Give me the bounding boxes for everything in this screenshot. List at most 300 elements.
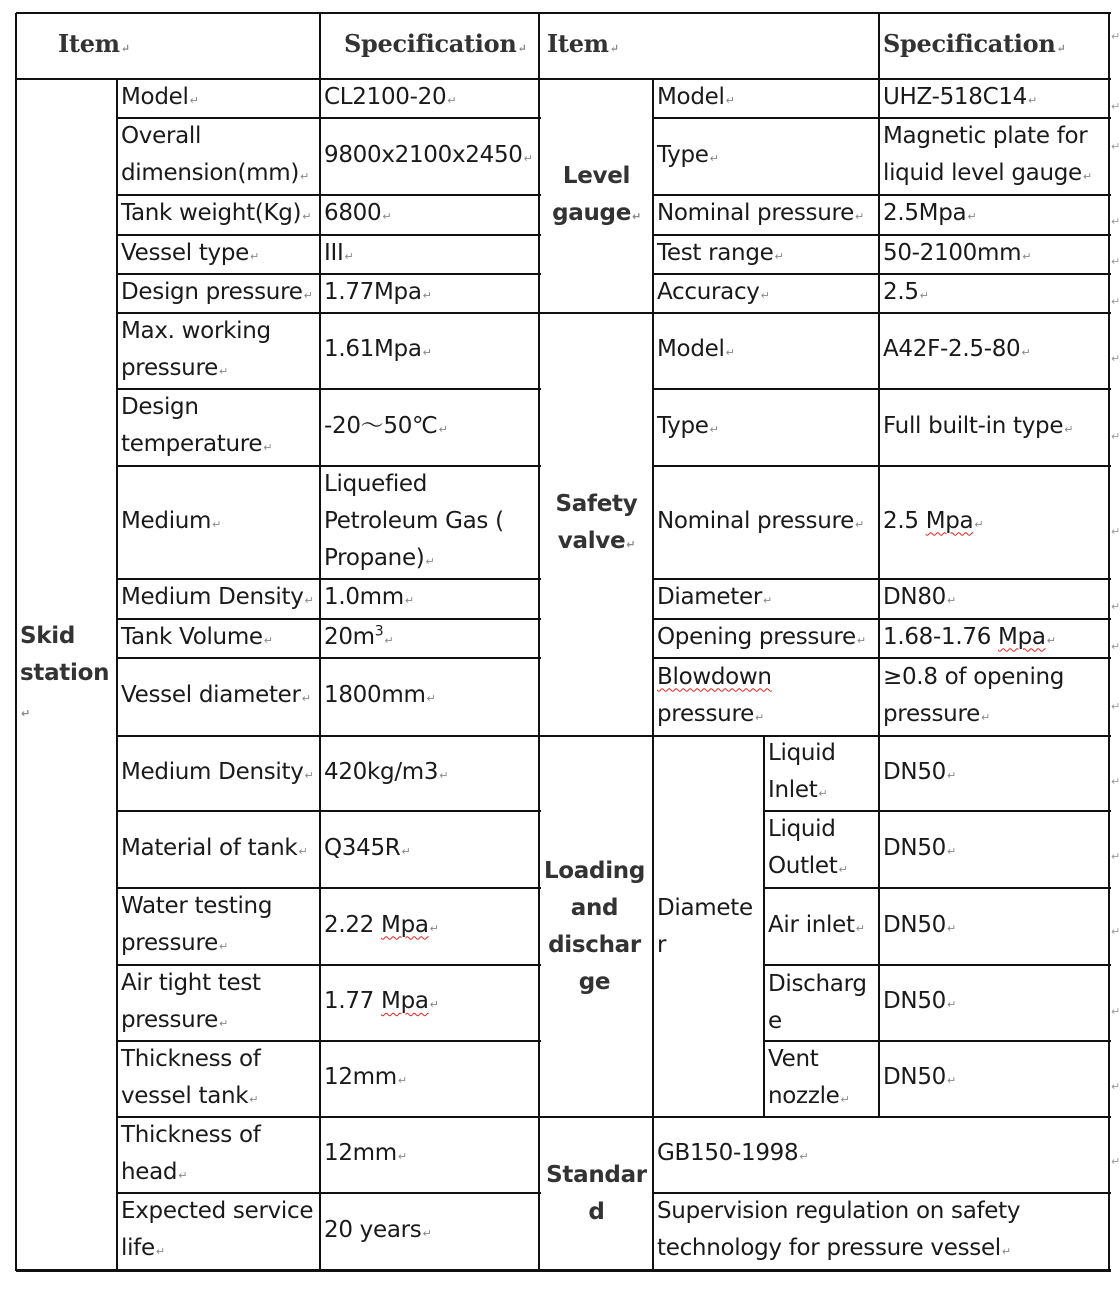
row-label <box>119 1042 319 1116</box>
paragraph-mark-icon: ↵ <box>1001 1245 1011 1258</box>
value-superscript: 3 <box>374 622 384 639</box>
paragraph-mark-icon: ↵ <box>725 346 735 359</box>
row-value-text: GB150-1998 <box>657 1140 799 1166</box>
cell-content <box>324 195 536 235</box>
row-label <box>119 119 319 194</box>
cell-content <box>121 965 317 1042</box>
header-item-right <box>541 14 878 78</box>
row-value-text: DN50 <box>883 1064 946 1090</box>
paragraph-mark-icon: ↵ <box>855 921 865 935</box>
row-label <box>655 390 878 465</box>
grid-line <box>15 13 17 1271</box>
row-value <box>322 275 538 312</box>
cell-content <box>121 677 317 717</box>
row-value-text: -20～50℃ <box>324 412 438 439</box>
paragraph-mark-icon: ↵ <box>609 42 619 55</box>
cell-content <box>883 830 1106 870</box>
group-label: Loading and discharge <box>543 857 646 995</box>
cell-content <box>121 754 317 794</box>
row-value <box>322 236 538 273</box>
grid-line <box>539 735 1111 737</box>
grid-line <box>652 79 654 1271</box>
cell-content <box>324 830 536 870</box>
group-standard <box>541 1118 652 1269</box>
paragraph-mark-icon: ↵ <box>302 210 312 223</box>
paragraph-mark-icon: ↵ <box>300 170 309 183</box>
row-value <box>322 1194 538 1269</box>
paragraph-mark-icon: ↵ <box>946 594 956 607</box>
cell-content <box>657 408 876 448</box>
cell-content <box>657 137 876 177</box>
row-label <box>119 390 319 465</box>
row-label-text: Air inlet <box>768 911 855 938</box>
grid-line <box>117 1116 541 1118</box>
paragraph-mark-icon: ↵ <box>301 692 311 705</box>
row-label-text: Design temperature <box>121 394 263 457</box>
header-label: Item <box>547 29 609 58</box>
value-unit: Mpa <box>381 911 429 938</box>
row-value <box>322 966 538 1040</box>
row-value <box>322 196 538 234</box>
cell-content <box>657 1193 1106 1270</box>
row-label-text: Medium Density <box>121 584 304 610</box>
grid-line <box>539 312 1111 314</box>
grid-line <box>117 388 541 390</box>
cell-content <box>657 579 876 619</box>
group-safety-valve <box>541 314 652 735</box>
cell-content <box>883 331 1106 371</box>
row-value-text: 12mm <box>324 1140 397 1166</box>
paragraph-mark-icon: ↵ <box>303 288 313 302</box>
grid-line <box>16 12 1111 14</box>
row-value-text: 1800mm <box>324 682 426 708</box>
paragraph-mark-icon: ↵ <box>1056 42 1066 55</box>
row-label <box>766 812 878 887</box>
grid-line <box>117 657 541 659</box>
row-label <box>119 966 319 1040</box>
paragraph-mark-icon: ↵ <box>401 844 411 858</box>
group-level-gauge <box>541 80 652 312</box>
group-label: Standard <box>546 1161 647 1225</box>
cell-content <box>121 118 317 195</box>
row-label-text: Opening pressure <box>657 623 856 650</box>
grid-line <box>117 887 541 889</box>
row-value <box>881 659 1108 735</box>
row-end-mark-icon: ↵ <box>1111 640 1120 653</box>
row-value-text: 50-2100mm <box>883 239 1022 266</box>
row-label <box>655 80 878 117</box>
paragraph-mark-icon: ↵ <box>946 1074 956 1087</box>
value-number: 2.5 <box>883 507 926 534</box>
row-end-mark-icon: ↵ <box>1111 700 1120 713</box>
cell-content <box>543 486 650 563</box>
paragraph-mark-icon: ↵ <box>754 710 764 724</box>
cell-content <box>121 313 317 390</box>
grid-line <box>653 657 1111 659</box>
label-rest: pressure <box>657 700 754 727</box>
grid-line <box>116 79 118 1271</box>
cell-content <box>121 274 317 314</box>
grid-line <box>117 234 541 236</box>
row-label-text: Vent nozzle <box>768 1045 840 1109</box>
paragraph-mark-icon: ↵ <box>429 998 439 1011</box>
row-end-mark-icon: ↵ <box>1111 1080 1120 1093</box>
paragraph-mark-icon: ↵ <box>178 1168 188 1182</box>
row-label <box>655 236 878 273</box>
row-value-text: 6800 <box>324 200 382 226</box>
row-label <box>766 1042 878 1116</box>
grid-line <box>653 388 1111 390</box>
row-label <box>766 737 878 810</box>
grid-line <box>764 810 1111 812</box>
row-label-text: Thickness of vessel tank <box>121 1045 261 1109</box>
row-label <box>119 812 319 887</box>
cell-content <box>657 274 876 314</box>
grid-line <box>16 1269 1111 1272</box>
row-value <box>881 119 1108 194</box>
paragraph-mark-icon: ↵ <box>974 517 984 531</box>
cell-content <box>883 983 1106 1023</box>
group-label: Level gauge <box>552 162 631 226</box>
row-value-text: A42F-2.5-80 <box>883 336 1021 362</box>
grid-line <box>653 465 1111 467</box>
paragraph-mark-icon: ↵ <box>382 210 392 223</box>
paragraph-mark-icon: ↵ <box>422 346 432 359</box>
row-value <box>322 889 538 964</box>
header-item-left <box>18 14 319 78</box>
cell-content <box>883 619 1106 659</box>
row-value <box>881 812 1108 887</box>
row-value-text: 420kg/m3 <box>324 758 439 785</box>
paragraph-mark-icon: ↵ <box>344 249 354 263</box>
row-end-mark-icon: ↵ <box>1111 30 1120 43</box>
row-label-text: Test range <box>657 239 774 266</box>
grid-line <box>117 1040 541 1042</box>
grid-line <box>539 1116 1111 1118</box>
row-label <box>655 467 878 578</box>
row-value-text: 1.0mm <box>324 584 404 610</box>
row-value <box>881 275 1108 312</box>
grid-line <box>319 13 321 1271</box>
row-label <box>655 275 878 312</box>
row-value-text: 12mm <box>324 1064 397 1090</box>
grid-line <box>117 117 541 119</box>
row-value <box>881 580 1108 618</box>
row-value-text: 1.61Mpa <box>324 336 422 362</box>
row-value-text: 9800x2100x2450 <box>324 141 523 168</box>
cell-content <box>657 331 876 371</box>
row-value <box>881 314 1108 388</box>
grid-line <box>764 964 1111 966</box>
row-end-mark-icon: ↵ <box>1111 925 1120 938</box>
cell-content <box>324 983 536 1023</box>
row-end-mark-icon: ↵ <box>1111 140 1120 153</box>
paragraph-mark-icon: ↵ <box>919 288 929 302</box>
grid-line <box>538 13 540 1271</box>
row-value <box>881 737 1108 810</box>
cell-content <box>121 195 317 235</box>
grid-line <box>763 736 765 1118</box>
paragraph-mark-icon: ↵ <box>155 1245 165 1258</box>
header-label: Specification <box>344 29 517 58</box>
row-label <box>655 580 878 618</box>
paragraph-mark-icon: ↵ <box>855 517 864 531</box>
row-value-text: 2.5Mpa <box>883 200 967 226</box>
cell-content <box>768 1041 876 1118</box>
row-label-text: Accuracy <box>657 278 760 305</box>
paragraph-mark-icon: ↵ <box>439 768 449 782</box>
row-value <box>881 236 1108 273</box>
row-end-mark-icon: ↵ <box>1111 600 1120 613</box>
row-label <box>766 966 878 1040</box>
cell-content <box>324 408 536 448</box>
row-label-text: Model <box>657 83 725 110</box>
cell-content <box>324 619 536 659</box>
paragraph-mark-icon: ↵ <box>397 1150 407 1163</box>
cell-content <box>121 235 317 275</box>
row-end-mark-icon: ↵ <box>1111 255 1120 268</box>
cell-content <box>121 79 317 119</box>
value-number: 1.77 <box>324 988 382 1014</box>
paragraph-mark-icon: ↵ <box>426 692 436 705</box>
cell-content <box>324 677 536 717</box>
row-value <box>881 196 1108 234</box>
cell-content <box>883 503 1106 543</box>
paragraph-mark-icon: ↵ <box>818 787 828 800</box>
grid-line <box>653 117 1111 119</box>
row-value <box>322 659 538 735</box>
grid-line <box>764 887 1111 889</box>
paragraph-mark-icon: ↵ <box>250 249 259 263</box>
cell-content <box>657 79 876 119</box>
row-value-text: 1.77Mpa <box>324 278 422 305</box>
header-label: Item <box>58 29 120 58</box>
sub-group-label: Diameter <box>657 894 753 958</box>
row-value <box>322 1042 538 1116</box>
cell-content <box>768 907 876 947</box>
row-label <box>119 1194 319 1269</box>
cell-content <box>657 503 876 543</box>
paragraph-mark-icon: ↵ <box>760 288 770 302</box>
grid-line <box>653 273 1111 275</box>
paragraph-mark-icon: ↵ <box>856 633 866 647</box>
row-label <box>119 275 319 312</box>
paragraph-mark-icon: ↵ <box>1022 249 1032 263</box>
row-end-mark-icon: ↵ <box>1111 1005 1120 1018</box>
cell-content <box>324 274 536 314</box>
paragraph-mark-icon: ↵ <box>304 594 314 607</box>
row-value-text: Liquefied Petroleum Gas ( Propane) <box>324 470 504 571</box>
paragraph-mark-icon: ↵ <box>1021 346 1031 359</box>
cell-content <box>121 1193 317 1270</box>
paragraph-mark-icon: ↵ <box>21 706 30 720</box>
row-end-mark-icon: ↵ <box>1111 1155 1120 1168</box>
row-label <box>119 620 319 657</box>
row-label-text: Nominal pressure <box>657 507 854 534</box>
row-end-mark-icon: ↵ <box>1111 352 1120 365</box>
cell-content <box>768 966 876 1040</box>
header-label: Specification <box>883 29 1056 58</box>
cell-content <box>657 195 876 235</box>
row-value-text: 20m <box>324 623 375 650</box>
cell-content <box>657 235 876 275</box>
paragraph-mark-icon: ↵ <box>799 1150 809 1163</box>
paragraph-mark-icon: ↵ <box>946 998 956 1011</box>
paragraph-mark-icon: ↵ <box>218 364 228 378</box>
paragraph-mark-icon: ↵ <box>422 1226 432 1240</box>
paragraph-mark-icon: ↵ <box>517 42 527 55</box>
row-value <box>655 1194 1108 1269</box>
row-label-text: Water testing pressure <box>121 893 273 956</box>
value-unit: Mpa <box>998 623 1046 650</box>
row-value-text: 2.5 <box>883 278 919 305</box>
row-label <box>655 659 878 735</box>
row-value <box>322 467 538 578</box>
cell-content <box>768 735 876 812</box>
row-value <box>655 1118 1108 1192</box>
row-label-text: Nominal pressure <box>657 200 854 226</box>
grid-line <box>653 1192 1111 1194</box>
row-value <box>322 580 538 618</box>
row-label-text: Material of tank <box>121 834 298 861</box>
row-label-text: Thickness of head <box>121 1121 261 1185</box>
row-end-mark-icon: ↵ <box>1111 100 1120 113</box>
row-value <box>881 889 1108 964</box>
paragraph-mark-icon: ↵ <box>946 844 956 858</box>
row-label <box>119 1118 319 1192</box>
cell-content <box>324 579 536 619</box>
cell-content <box>543 25 876 67</box>
row-end-mark-icon: ↵ <box>1111 215 1120 228</box>
row-label-text: Expected service life <box>121 1198 314 1261</box>
row-label <box>119 659 319 735</box>
row-value-text: Supervision regulation on safety technology for pressure vessel <box>657 1198 1021 1261</box>
grid-line <box>1108 13 1110 1271</box>
paragraph-mark-icon: ↵ <box>838 863 848 876</box>
row-value-text: Magnetic plate for liquid level gauge <box>883 123 1088 186</box>
row-label-text: Vessel type <box>121 239 249 266</box>
paragraph-mark-icon: ↵ <box>304 768 314 782</box>
row-label-text: Tank Volume <box>121 623 263 650</box>
row-label-text: Vessel diameter <box>121 682 301 708</box>
paragraph-mark-icon: ↵ <box>725 93 735 107</box>
row-value <box>322 390 538 465</box>
paragraph-mark-icon: ↵ <box>855 210 864 223</box>
row-label-text: Model <box>121 83 189 110</box>
cell-content <box>657 659 876 736</box>
cell-content <box>543 158 650 235</box>
row-label <box>119 314 319 388</box>
header-spec-right <box>881 14 1108 78</box>
label-squiggle: Blowdown <box>657 663 772 690</box>
paragraph-mark-icon: ↵ <box>218 1016 228 1030</box>
row-value-text: Q345R <box>324 834 401 861</box>
cell-content <box>883 408 1106 448</box>
row-value-text: CL2100-20 <box>324 83 447 110</box>
paragraph-mark-icon: ↵ <box>298 844 308 858</box>
grid-line <box>878 13 880 1118</box>
row-end-mark-icon: ↵ <box>1111 430 1120 443</box>
grid-line <box>653 194 1111 196</box>
cell-content <box>121 1041 317 1118</box>
row-label-text: Liquid Inlet <box>768 740 836 803</box>
cell-content <box>324 235 536 275</box>
row-label <box>119 580 319 618</box>
grid-line <box>117 964 541 966</box>
row-end-mark-icon: ↵ <box>1111 525 1120 538</box>
paragraph-mark-icon: ↵ <box>1064 422 1074 436</box>
value-unit: Mpa <box>925 507 974 534</box>
row-value-text: III <box>324 239 344 266</box>
row-label-text: Air tight test pressure <box>121 969 261 1033</box>
value-number: 1.68-1.76 <box>883 623 999 650</box>
row-label-text: Medium Density <box>121 758 304 785</box>
grid-line <box>117 194 541 196</box>
row-end-mark-icon: ↵ <box>1111 295 1120 308</box>
row-value <box>881 620 1108 657</box>
cell-content <box>883 274 1106 314</box>
cell-content <box>883 1059 1106 1099</box>
paragraph-mark-icon: ↵ <box>263 441 273 454</box>
cell-content <box>20 25 317 67</box>
paragraph-mark-icon: ↵ <box>774 249 784 263</box>
row-value-text: DN50 <box>883 988 946 1014</box>
group-loading-discharge <box>541 737 652 1116</box>
cell-content <box>121 830 317 870</box>
row-value-text: 20 years <box>324 1216 422 1243</box>
cell-content <box>324 331 536 371</box>
paragraph-mark-icon: ↵ <box>189 93 199 107</box>
paragraph-mark-icon: ↵ <box>429 921 439 935</box>
cell-content <box>324 907 536 947</box>
row-label-text: Model <box>657 336 725 362</box>
paragraph-mark-icon: ↵ <box>946 921 956 935</box>
row-label-text: Type <box>657 141 709 168</box>
cell-content <box>883 25 1106 67</box>
cell-content <box>883 659 1106 736</box>
row-label <box>766 889 878 964</box>
cell-content <box>657 1135 1106 1175</box>
paragraph-mark-icon: ↵ <box>1028 93 1037 107</box>
row-value <box>881 390 1108 465</box>
row-value <box>881 966 1108 1040</box>
cell-content <box>883 79 1106 119</box>
row-label <box>655 119 878 194</box>
paragraph-mark-icon: ↵ <box>212 517 222 531</box>
paragraph-mark-icon: ↵ <box>709 422 719 436</box>
cell-content <box>121 888 317 965</box>
row-label <box>119 889 319 964</box>
paragraph-mark-icon: ↵ <box>709 151 719 165</box>
grid-line <box>653 234 1111 236</box>
row-value-text: ≥0.8 of opening pressure <box>883 663 1065 727</box>
paragraph-mark-icon: ↵ <box>626 538 636 551</box>
paragraph-mark-icon: ↵ <box>632 209 641 223</box>
sub-group-diameter <box>655 737 763 1116</box>
row-label-text: Liquid Outlet <box>768 816 838 879</box>
grid-line <box>653 578 1111 580</box>
grid-line <box>117 1192 541 1194</box>
cell-content <box>324 1135 536 1175</box>
value-unit: Mpa <box>381 988 429 1014</box>
paragraph-mark-icon: ↵ <box>946 768 956 782</box>
row-label <box>655 620 878 657</box>
paragraph-mark-icon: ↵ <box>762 594 772 607</box>
row-value <box>322 812 538 887</box>
cell-content <box>324 137 536 177</box>
row-label <box>119 737 319 810</box>
paragraph-mark-icon: ↵ <box>447 93 457 107</box>
